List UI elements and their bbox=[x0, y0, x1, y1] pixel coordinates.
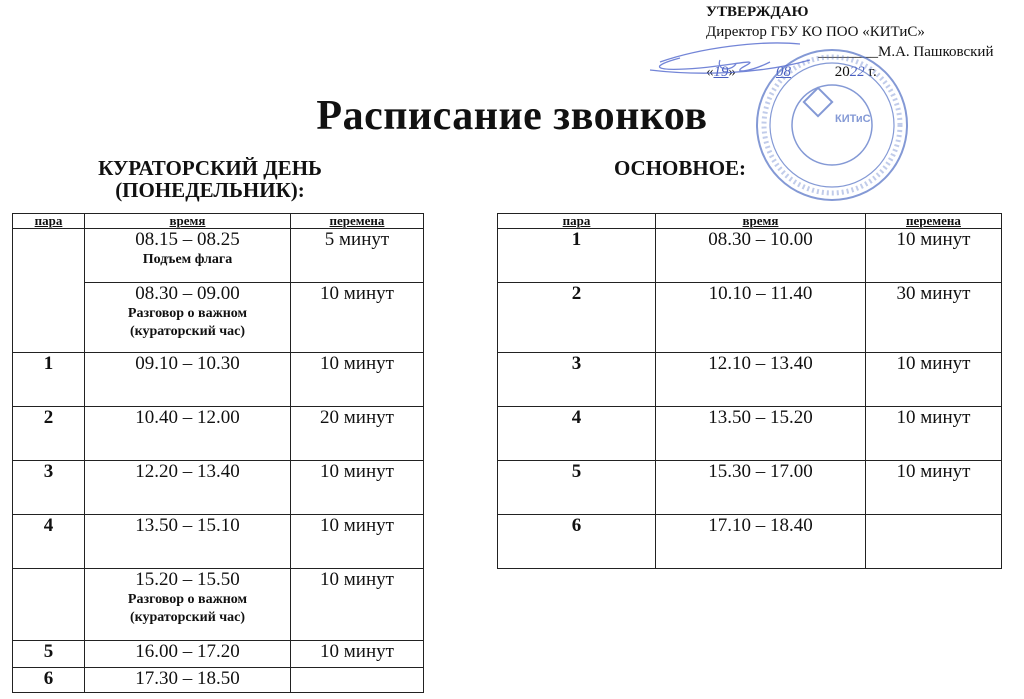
col-header: перемена bbox=[291, 214, 424, 229]
col-header: перемена bbox=[866, 214, 1002, 229]
time-range: 08.15 – 08.25 bbox=[135, 229, 240, 250]
break-duration: 10 минут bbox=[291, 461, 424, 515]
break-duration: 10 минут bbox=[291, 283, 424, 353]
time-range: 13.50 – 15.10 bbox=[135, 515, 240, 536]
pair-number: 4 bbox=[498, 407, 656, 461]
year-suffix: 22 bbox=[849, 64, 865, 80]
pair-number: 4 bbox=[13, 515, 85, 569]
break-duration: 10 минут bbox=[866, 461, 1002, 515]
time-range: 10.10 – 11.40 bbox=[656, 283, 866, 353]
time-range: 17.30 – 18.50 bbox=[135, 668, 240, 689]
pair-number: 3 bbox=[13, 461, 85, 515]
pair-number: 2 bbox=[13, 407, 85, 461]
date-quote: » bbox=[728, 64, 736, 80]
col-header: время bbox=[656, 214, 866, 229]
time-note: Разговор о важном (кураторский час) bbox=[127, 592, 248, 625]
approval-day: 19 bbox=[713, 64, 729, 80]
time-range: 08.30 – 10.00 bbox=[656, 229, 866, 283]
pair-number: 5 bbox=[498, 461, 656, 515]
time-range: 08.30 – 09.00 bbox=[135, 283, 240, 304]
left-heading-line1: КУРАТОРСКИЙ ДЕНЬ bbox=[98, 156, 322, 180]
year-prefix: 20 bbox=[834, 64, 850, 80]
time-range: 17.10 – 18.40 bbox=[656, 515, 866, 569]
time-range: 16.00 – 17.20 bbox=[135, 641, 240, 662]
time-range: 12.20 – 13.40 bbox=[135, 461, 240, 482]
right-heading: ОСНОВНОЕ: bbox=[613, 156, 747, 180]
svg-text:КИТиС: КИТиС bbox=[835, 113, 871, 125]
break-duration: 5 минут bbox=[291, 229, 424, 283]
time-range: 15.30 – 17.00 bbox=[656, 461, 866, 515]
stamp-icon bbox=[757, 50, 907, 200]
time-range: 09.10 – 10.30 bbox=[135, 353, 240, 374]
time-range: 10.40 – 12.00 bbox=[135, 407, 240, 428]
approval-block: УТВЕРЖДАЮ Директор ГБУ КО ПОО «КИТиС» ________М.А. Пашковский «19» 08 2022 г. bbox=[706, 4, 994, 80]
time-note: Подъем флага bbox=[142, 252, 233, 267]
time-note: Разговор о важном (кураторский час) bbox=[127, 306, 248, 339]
left-heading-line2: (ПОНЕДЕЛЬНИК): bbox=[115, 178, 305, 202]
pair-number: 5 bbox=[13, 641, 85, 668]
break-duration: 10 минут bbox=[866, 229, 1002, 283]
time-range: 13.50 – 15.20 bbox=[656, 407, 866, 461]
pair-number: 1 bbox=[498, 229, 656, 283]
col-header: время bbox=[85, 214, 291, 229]
date-quote: « bbox=[706, 64, 714, 80]
approval-name: М.А. Пашковский bbox=[878, 44, 994, 60]
time-range: 15.20 – 15.50 bbox=[135, 569, 240, 590]
pair-number: 1 bbox=[13, 353, 85, 407]
approval-month: 08 bbox=[776, 64, 791, 80]
break-duration: 10 минут bbox=[866, 353, 1002, 407]
pair-number: 6 bbox=[13, 668, 85, 693]
approval-position: Директор ГБУ КО ПОО «КИТиС» bbox=[706, 24, 925, 40]
break-duration: 10 минут bbox=[291, 569, 424, 641]
col-header: пара bbox=[13, 214, 85, 229]
pair-number: 6 bbox=[498, 515, 656, 569]
break-duration: 30 минут bbox=[866, 283, 1002, 353]
col-header: пара bbox=[498, 214, 656, 229]
approval-heading: УТВЕРЖДАЮ bbox=[706, 4, 809, 20]
pair-number: 2 bbox=[498, 283, 656, 353]
time-range: 12.10 – 13.40 bbox=[656, 353, 866, 407]
break-duration: 10 минут bbox=[291, 515, 424, 569]
pair-number: 3 bbox=[498, 353, 656, 407]
break-duration: 10 минут bbox=[291, 641, 424, 668]
break-duration: 10 минут bbox=[291, 353, 424, 407]
signature-icon bbox=[650, 43, 810, 73]
year-end: г. bbox=[868, 64, 877, 80]
page-title: Расписание звонков bbox=[316, 93, 708, 139]
break-duration: 20 минут bbox=[291, 407, 424, 461]
break-duration: 10 минут bbox=[866, 407, 1002, 461]
